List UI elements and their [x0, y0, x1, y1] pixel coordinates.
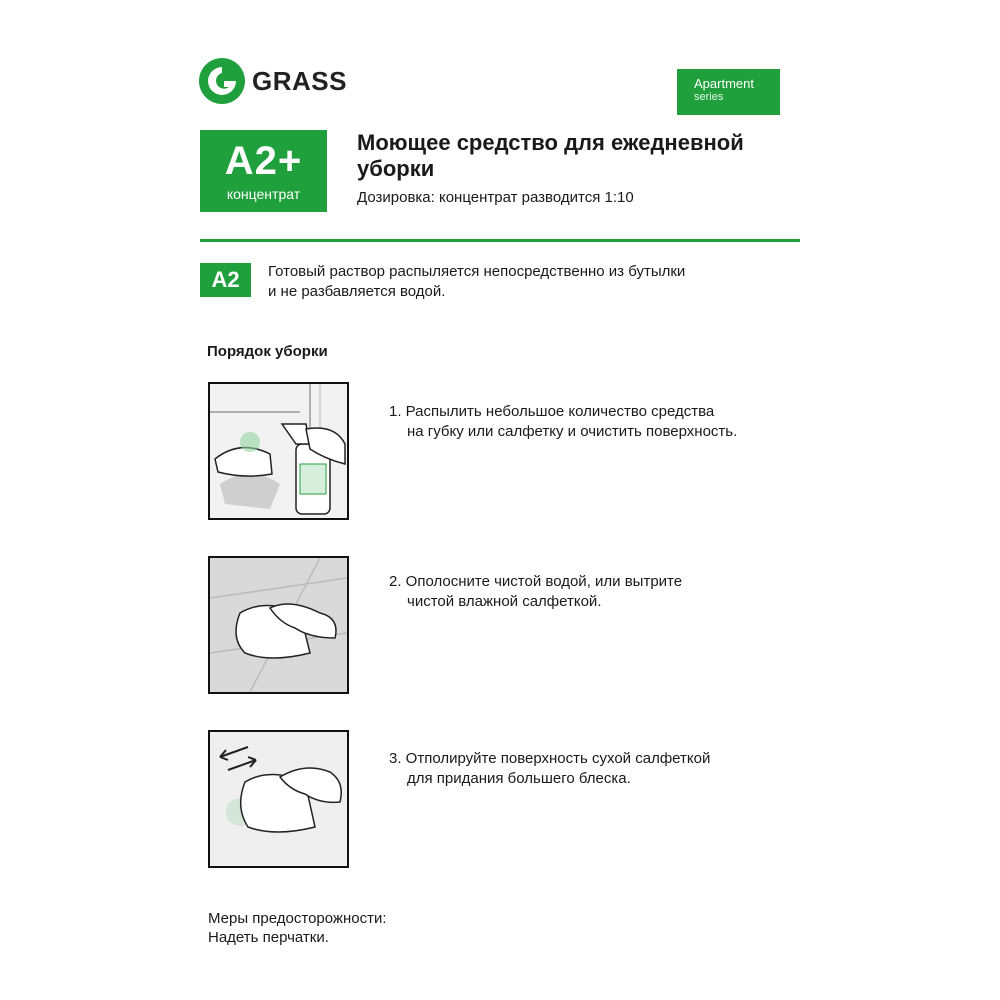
- wipe-cloth-icon: [208, 556, 349, 694]
- caution-note: [208, 909, 387, 947]
- ready-description: [268, 262, 788, 302]
- product-subtitle: концентрат: [226, 186, 301, 202]
- ready-line-2: и не разбавляется водой.: [268, 283, 446, 300]
- polish-cloth-icon: [208, 730, 349, 868]
- product-code-badge: [200, 130, 327, 212]
- caution-line-2: Надеть перчатки.: [208, 929, 329, 946]
- step-3-line-2: для придания большего блеска.: [407, 770, 631, 787]
- brand-name: GRASS: [252, 66, 347, 96]
- ready-code-badge: A2: [200, 263, 251, 297]
- spray-bottle-icon: [208, 382, 349, 520]
- divider: [200, 239, 800, 242]
- step-2-line-1: 2. Ополосните чистой водой, или вытрите: [389, 573, 683, 590]
- step-3-line-1: 3. Отполируйте поверхность сухой салфеткой: [389, 750, 711, 767]
- step-2-text: [389, 572, 789, 612]
- caution-line-1: Меры предосторожности:: [208, 910, 387, 927]
- series-badge: [677, 69, 780, 115]
- dosage-text: Дозировка: концентрат разводится 1:10: [357, 189, 634, 206]
- step-2-line-2: чистой влажной салфеткой.: [407, 593, 602, 610]
- ready-line-1: Готовый раствор распыляется непосредственно из бутылки: [268, 263, 686, 280]
- series-line-2: series: [694, 91, 724, 103]
- step-1-text: [389, 402, 789, 442]
- product-code: A2+: [224, 139, 303, 183]
- step-3-text: [389, 749, 789, 789]
- series-line-1: Apartment: [694, 76, 754, 91]
- procedure-title: Порядок уборки: [207, 343, 328, 360]
- step-1-line-2: на губку или салфетку и очистить поверхность.: [407, 423, 738, 440]
- grass-logo-icon: [198, 57, 246, 105]
- step-1-line-1: 1. Распылить небольшое количество средства: [389, 403, 715, 420]
- product-title: Моющее средство для ежедневной уборки: [357, 130, 744, 181]
